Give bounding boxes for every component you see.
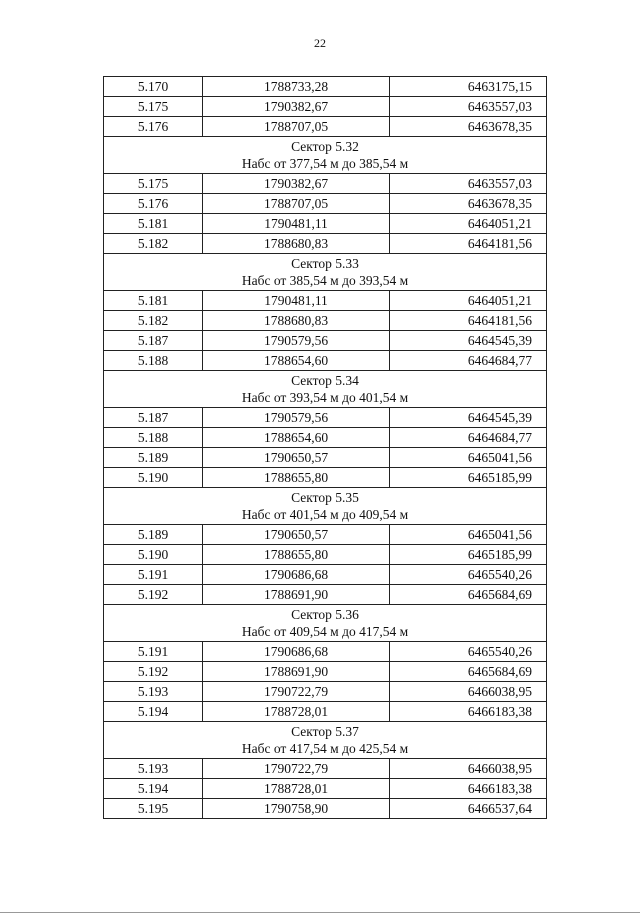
sector-header: [104, 254, 547, 291]
sector-title: Сектор 5.35: [291, 490, 359, 505]
x-coordinate-cell: 1788691,90: [203, 585, 390, 605]
sector-header-row: [104, 137, 547, 174]
sector-header: [104, 371, 547, 408]
sector-title: Сектор 5.37: [291, 724, 359, 739]
x-coordinate-cell: 1788680,83: [203, 311, 390, 331]
x-coordinate-cell: 1788680,83: [203, 234, 390, 254]
table-row: [104, 468, 547, 488]
sector-header-row: [104, 605, 547, 642]
y-coordinate-cell: 6465185,99: [390, 545, 547, 565]
point-number-cell: 5.194: [104, 779, 203, 799]
page-number: 22: [314, 36, 326, 50]
coordinates-table-body: [104, 77, 547, 819]
x-coordinate-cell: 1790579,56: [203, 408, 390, 428]
sector-header-row: [104, 254, 547, 291]
point-number-cell: 5.195: [104, 799, 203, 819]
table-row: [104, 702, 547, 722]
y-coordinate-cell: 6463678,35: [390, 117, 547, 137]
table-row: [104, 565, 547, 585]
y-coordinate-cell: 6463678,35: [390, 194, 547, 214]
point-number-cell: 5.175: [104, 174, 203, 194]
sector-header-row: [104, 371, 547, 408]
sector-range: Набс от 385,54 м до 393,54 м: [241, 273, 409, 288]
table-row: [104, 545, 547, 565]
sector-header-row: [104, 722, 547, 759]
sector-header: [104, 137, 547, 174]
y-coordinate-cell: 6465185,99: [390, 468, 547, 488]
table-row: [104, 174, 547, 194]
y-coordinate-cell: 6465540,26: [390, 642, 547, 662]
table-row: [104, 97, 547, 117]
point-number-cell: 5.189: [104, 525, 203, 545]
coordinates-table: [103, 76, 547, 819]
table-row: [104, 194, 547, 214]
x-coordinate-cell: 1790382,67: [203, 174, 390, 194]
sector-range: Набс от 409,54 м до 417,54 м: [241, 624, 409, 639]
y-coordinate-cell: 6465540,26: [390, 565, 547, 585]
table-row: [104, 662, 547, 682]
sector-range: Набс от 393,54 м до 401,54 м: [241, 390, 409, 405]
point-number-cell: 5.187: [104, 331, 203, 351]
y-coordinate-cell: 6466038,95: [390, 682, 547, 702]
x-coordinate-cell: 1788654,60: [203, 428, 390, 448]
sector-header: [104, 722, 547, 759]
table-row: [104, 77, 547, 97]
y-coordinate-cell: 6464051,21: [390, 291, 547, 311]
table-row: [104, 408, 547, 428]
x-coordinate-cell: 1790722,79: [203, 759, 390, 779]
x-coordinate-cell: 1788728,01: [203, 779, 390, 799]
y-coordinate-cell: 6464684,77: [390, 428, 547, 448]
y-coordinate-cell: 6465684,69: [390, 585, 547, 605]
y-coordinate-cell: 6465684,69: [390, 662, 547, 682]
point-number-cell: 5.190: [104, 545, 203, 565]
table-row: [104, 682, 547, 702]
table-row: [104, 525, 547, 545]
y-coordinate-cell: 6463557,03: [390, 97, 547, 117]
y-coordinate-cell: 6463557,03: [390, 174, 547, 194]
point-number-cell: 5.176: [104, 194, 203, 214]
x-coordinate-cell: 1788707,05: [203, 117, 390, 137]
sector-range: Набс от 377,54 м до 385,54 м: [241, 156, 409, 171]
table-row: [104, 311, 547, 331]
point-number-cell: 5.182: [104, 234, 203, 254]
x-coordinate-cell: 1790650,57: [203, 525, 390, 545]
y-coordinate-cell: 6465041,56: [390, 448, 547, 468]
point-number-cell: 5.193: [104, 759, 203, 779]
table-row: [104, 799, 547, 819]
table-row: [104, 234, 547, 254]
x-coordinate-cell: 1788733,28: [203, 77, 390, 97]
point-number-cell: 5.189: [104, 448, 203, 468]
point-number-cell: 5.181: [104, 291, 203, 311]
point-number-cell: 5.191: [104, 565, 203, 585]
y-coordinate-cell: 6465041,56: [390, 525, 547, 545]
point-number-cell: 5.190: [104, 468, 203, 488]
point-number-cell: 5.182: [104, 311, 203, 331]
sector-header-row: [104, 488, 547, 525]
table-row: [104, 331, 547, 351]
sector-title: Сектор 5.36: [291, 607, 359, 622]
point-number-cell: 5.192: [104, 585, 203, 605]
y-coordinate-cell: 6464545,39: [390, 408, 547, 428]
table-row: [104, 585, 547, 605]
sector-range: Набс от 417,54 м до 425,54 м: [241, 741, 409, 756]
x-coordinate-cell: 1788728,01: [203, 702, 390, 722]
scan-edge-line: [0, 912, 640, 913]
x-coordinate-cell: 1788655,80: [203, 545, 390, 565]
x-coordinate-cell: 1788707,05: [203, 194, 390, 214]
sector-title: Сектор 5.34: [291, 373, 359, 388]
table-row: [104, 779, 547, 799]
y-coordinate-cell: 6464181,56: [390, 311, 547, 331]
x-coordinate-cell: 1790382,67: [203, 97, 390, 117]
x-coordinate-cell: 1790722,79: [203, 682, 390, 702]
sector-title: Сектор 5.33: [291, 256, 359, 271]
table-row: [104, 428, 547, 448]
table-row: [104, 214, 547, 234]
x-coordinate-cell: 1790650,57: [203, 448, 390, 468]
point-number-cell: 5.170: [104, 77, 203, 97]
y-coordinate-cell: 6466183,38: [390, 702, 547, 722]
y-coordinate-cell: 6466183,38: [390, 779, 547, 799]
sector-range: Набс от 401,54 м до 409,54 м: [241, 507, 409, 522]
point-number-cell: 5.194: [104, 702, 203, 722]
sector-title: Сектор 5.32: [291, 139, 359, 154]
point-number-cell: 5.192: [104, 662, 203, 682]
point-number-cell: 5.181: [104, 214, 203, 234]
x-coordinate-cell: 1788691,90: [203, 662, 390, 682]
x-coordinate-cell: 1790579,56: [203, 331, 390, 351]
point-number-cell: 5.187: [104, 408, 203, 428]
point-number-cell: 5.188: [104, 351, 203, 371]
table-row: [104, 759, 547, 779]
x-coordinate-cell: 1790481,11: [203, 291, 390, 311]
point-number-cell: 5.193: [104, 682, 203, 702]
table-row: [104, 351, 547, 371]
point-number-cell: 5.175: [104, 97, 203, 117]
y-coordinate-cell: 6464684,77: [390, 351, 547, 371]
y-coordinate-cell: 6466537,64: [390, 799, 547, 819]
table-row: [104, 448, 547, 468]
x-coordinate-cell: 1788655,80: [203, 468, 390, 488]
table-row: [104, 117, 547, 137]
y-coordinate-cell: 6464181,56: [390, 234, 547, 254]
point-number-cell: 5.191: [104, 642, 203, 662]
y-coordinate-cell: 6466038,95: [390, 759, 547, 779]
x-coordinate-cell: 1788654,60: [203, 351, 390, 371]
x-coordinate-cell: 1790686,68: [203, 642, 390, 662]
point-number-cell: 5.176: [104, 117, 203, 137]
x-coordinate-cell: 1790481,11: [203, 214, 390, 234]
y-coordinate-cell: 6463175,15: [390, 77, 547, 97]
y-coordinate-cell: 6464545,39: [390, 331, 547, 351]
y-coordinate-cell: 6464051,21: [390, 214, 547, 234]
x-coordinate-cell: 1790686,68: [203, 565, 390, 585]
x-coordinate-cell: 1790758,90: [203, 799, 390, 819]
sector-header: [104, 605, 547, 642]
table-row: [104, 642, 547, 662]
table-row: [104, 291, 547, 311]
point-number-cell: 5.188: [104, 428, 203, 448]
sector-header: [104, 488, 547, 525]
